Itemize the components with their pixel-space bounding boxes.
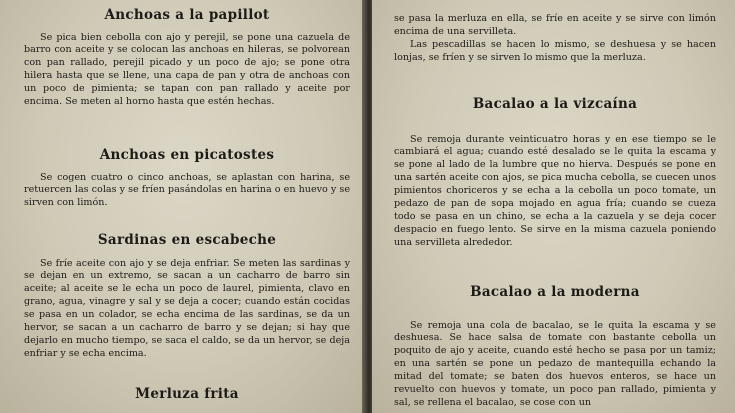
recipe-title: Merluza frita — [135, 386, 239, 402]
recipe-paragraph: se pasa la merluza en ella, se fríe en aceite y se sirve con limón encima de una servilleta. — [394, 13, 716, 37]
recipe-bacalao-moderna — [394, 286, 716, 410]
recipe-anchoas-papillot — [24, 9, 350, 109]
recipe-title: Anchoas en picatostes — [99, 147, 275, 163]
recipe-title: Bacalao a la moderna — [470, 284, 640, 300]
recipe-title: Bacalao a la vizcaína — [472, 96, 638, 112]
recipe-paragraph: Se pica bien cebolla con ajo y perejil, se pone una cazuela de barro con aceite y se colocan las anchoas en hileras, se polvorean con pan rallado, perejil picado y un poco de ajo; se pone otra hilera hasta que se llene, una capa de pan y otra de anchoas con un poco de pimienta; se tapan con pan rallado y aceite por encima. Se meten al horno hasta que estén hechas. — [24, 31, 350, 108]
recipe-title: Anchoas a la papillot — [104, 7, 270, 23]
recipe-paragraph: Las pescadillas se hacen lo mismo, se deshuesa y se hacen lonjas, se fríen y se sirven lo mismo que la merluza. — [394, 38, 716, 63]
left-page — [0, 0, 366, 413]
recipe-merluza-continued — [394, 13, 716, 65]
recipe-sardinas-escabeche — [24, 234, 350, 361]
recipe-paragraph: Se cogen cuatro o cinco anchoas, se aplastan con harina, se retuercen las colas y se fríen pasándolas en harina o en huevo y se sirven con limón. — [24, 171, 350, 209]
recipe-paragraph: Se fríe aceite con ajo y se deja enfriar. Se meten las sardinas y se dejan en un extremo, se sacan a un cacharro de barro sin aceite; al aceite se le echa un poco de laurel, pimienta, clavo en grano, agua, vinagre y sal y se deja a cocer; cuando están cocidas se pasa en un colador, se echa encima de las sardinas, se da un hervor, se sacan a un cacharro de barro y se dejan; si hay que dejarlo en mucho tiempo, se saca el caldo, se da un hervor, se deja enfriar y se echa encima. — [24, 257, 350, 359]
recipe-paragraph: Se remoja durante veinticuatro horas y en ese tiempo se le cambiará el agua; cuando esté desalado se le quita la escama y se pone al lado de la lumbre que no hierva. Después se pone en una sartén aceite con ajos, se pica mucha cebolla, se cuecen unos pimientos choriceros y se echa a la cebolla un poco tomate, un pedazo de pan de sopa mojado en agua fría; cuando se cueza todo se pasa en un chino, se echa a la cazuela y se deja cocer despacio en fuego lento. Se sirve en la misma cazuela poniendo una servilleta alrededor. — [394, 133, 716, 248]
recipe-anchoas-picatostes — [24, 149, 350, 210]
recipe-merluza-frita — [24, 388, 350, 402]
recipe-title: Sardinas en escabeche — [97, 232, 277, 248]
right-page — [372, 0, 735, 413]
recipe-paragraph: Se remoja una cola de bacalao, se le quita la escama y se deshuesa. Se hace salsa de tomate con bastante cebolla un poquito de ajo y aceite, cuando esté hecho se pasa por un tamiz; en una sartén se pone un pedazo de mantequilla echando la mitad del tomate; se baten dos huevos enteros, se hace un revuelto con huevos y tomate, un poco pan rallado, pimienta y sal, se rellena el bacalao, se cose con un — [394, 319, 716, 408]
recipe-bacalao-vizcaina — [394, 98, 716, 250]
